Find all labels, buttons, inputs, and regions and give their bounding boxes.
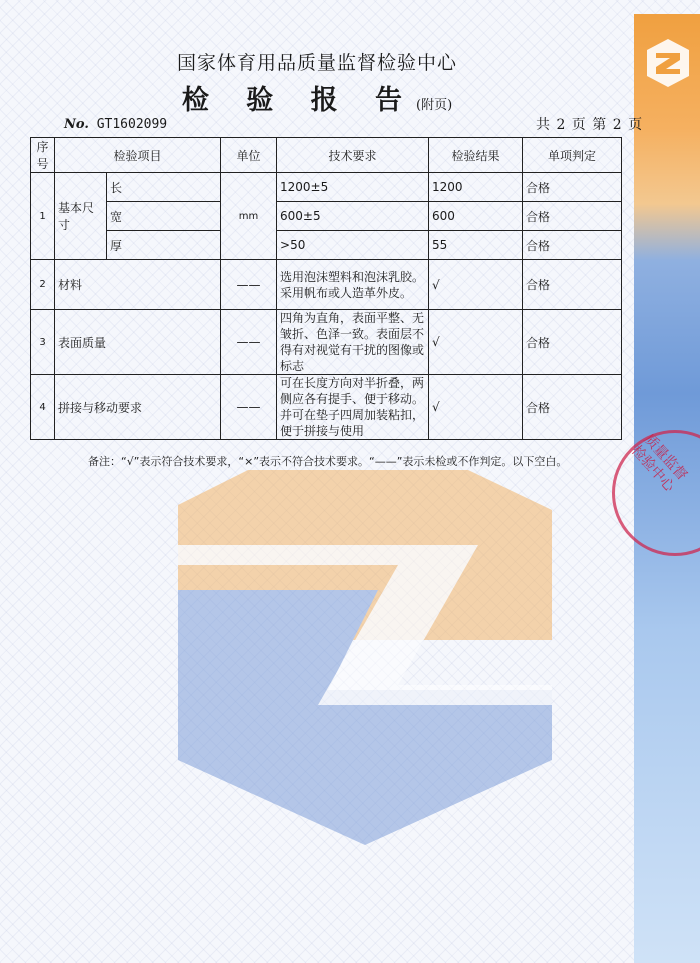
row-judgement: 合格 [523, 231, 622, 260]
row-result: 600 [429, 202, 523, 231]
row-unit: mm [221, 173, 277, 260]
row-judgement: 合格 [523, 375, 622, 440]
sub-item: 长 [107, 173, 221, 202]
row-judgement: 合格 [523, 173, 622, 202]
row-item: 材料 [55, 260, 221, 310]
header-result: 检验结果 [429, 138, 523, 173]
row-result: √ [429, 375, 523, 440]
organization-name: 国家体育用品质量监督检验中心 [176, 52, 457, 74]
table-row [31, 202, 622, 231]
row-result: √ [429, 260, 523, 310]
seal-text: 质量监督检验中心 [628, 431, 691, 496]
title-subtitle: (附页) [416, 98, 453, 113]
row-requirement: 600±5 [277, 202, 429, 231]
row-unit: —— [221, 260, 277, 310]
remarks-note: 备注：“√”表示符合技术要求，“×”表示不符合技术要求。“——”表示未检或不作判定。以下空白。 [88, 455, 568, 468]
header-requirement: 技术要求 [277, 138, 429, 173]
row-requirement: >50 [277, 231, 429, 260]
table-row [31, 260, 622, 310]
report-title [0, 78, 634, 117]
row-no: 4 [31, 375, 55, 440]
table-row [31, 173, 622, 202]
sub-item: 厚 [107, 231, 221, 260]
header-item: 检验项目 [55, 138, 221, 173]
row-no: 2 [31, 260, 55, 310]
row-unit: —— [221, 310, 277, 375]
watermark-logo [178, 470, 552, 845]
header-no: 序号 [31, 138, 55, 173]
inspection-table [30, 137, 622, 440]
report-no-label: No. [64, 117, 89, 132]
table-header-row [31, 138, 622, 173]
logo-icon [646, 38, 690, 88]
row-requirement: 1200±5 [277, 173, 429, 202]
report-number [64, 117, 167, 132]
row-requirement: 选用泡沫塑料和泡沫乳胶。采用帆布或人造革外皮。 [277, 260, 429, 310]
row-requirement: 可在长度方向对半折叠，两侧应各有提手、便于移动。并可在垫子四周加装粘扣，便于拼接与使用 [277, 375, 429, 440]
row-item: 基本尺寸 [55, 173, 107, 260]
table-row [31, 310, 622, 375]
row-no: 3 [31, 310, 55, 375]
page-count: 共 2 页 第 2 页 [536, 117, 644, 133]
row-judgement: 合格 [523, 260, 622, 310]
sub-item: 宽 [107, 202, 221, 231]
table-row [31, 375, 622, 440]
row-result: 55 [429, 231, 523, 260]
table-row [31, 231, 622, 260]
row-result: 1200 [429, 173, 523, 202]
row-result: √ [429, 310, 523, 375]
row-no: 1 [31, 173, 55, 260]
row-item: 拼接与移动要求 [55, 375, 221, 440]
header-unit: 单位 [221, 138, 277, 173]
row-judgement: 合格 [523, 202, 622, 231]
header-judgement: 单项判定 [523, 138, 622, 173]
title-text: 检 验 报 告 [181, 85, 417, 116]
row-unit: —— [221, 375, 277, 440]
row-item: 表面质量 [55, 310, 221, 375]
row-judgement: 合格 [523, 310, 622, 375]
report-no-value: GT1602099 [96, 117, 168, 132]
row-requirement: 四角为直角，表面平整、无皱折、色泽一致。表面层不得有对视觉有干扰的图像或标志 [277, 310, 429, 375]
